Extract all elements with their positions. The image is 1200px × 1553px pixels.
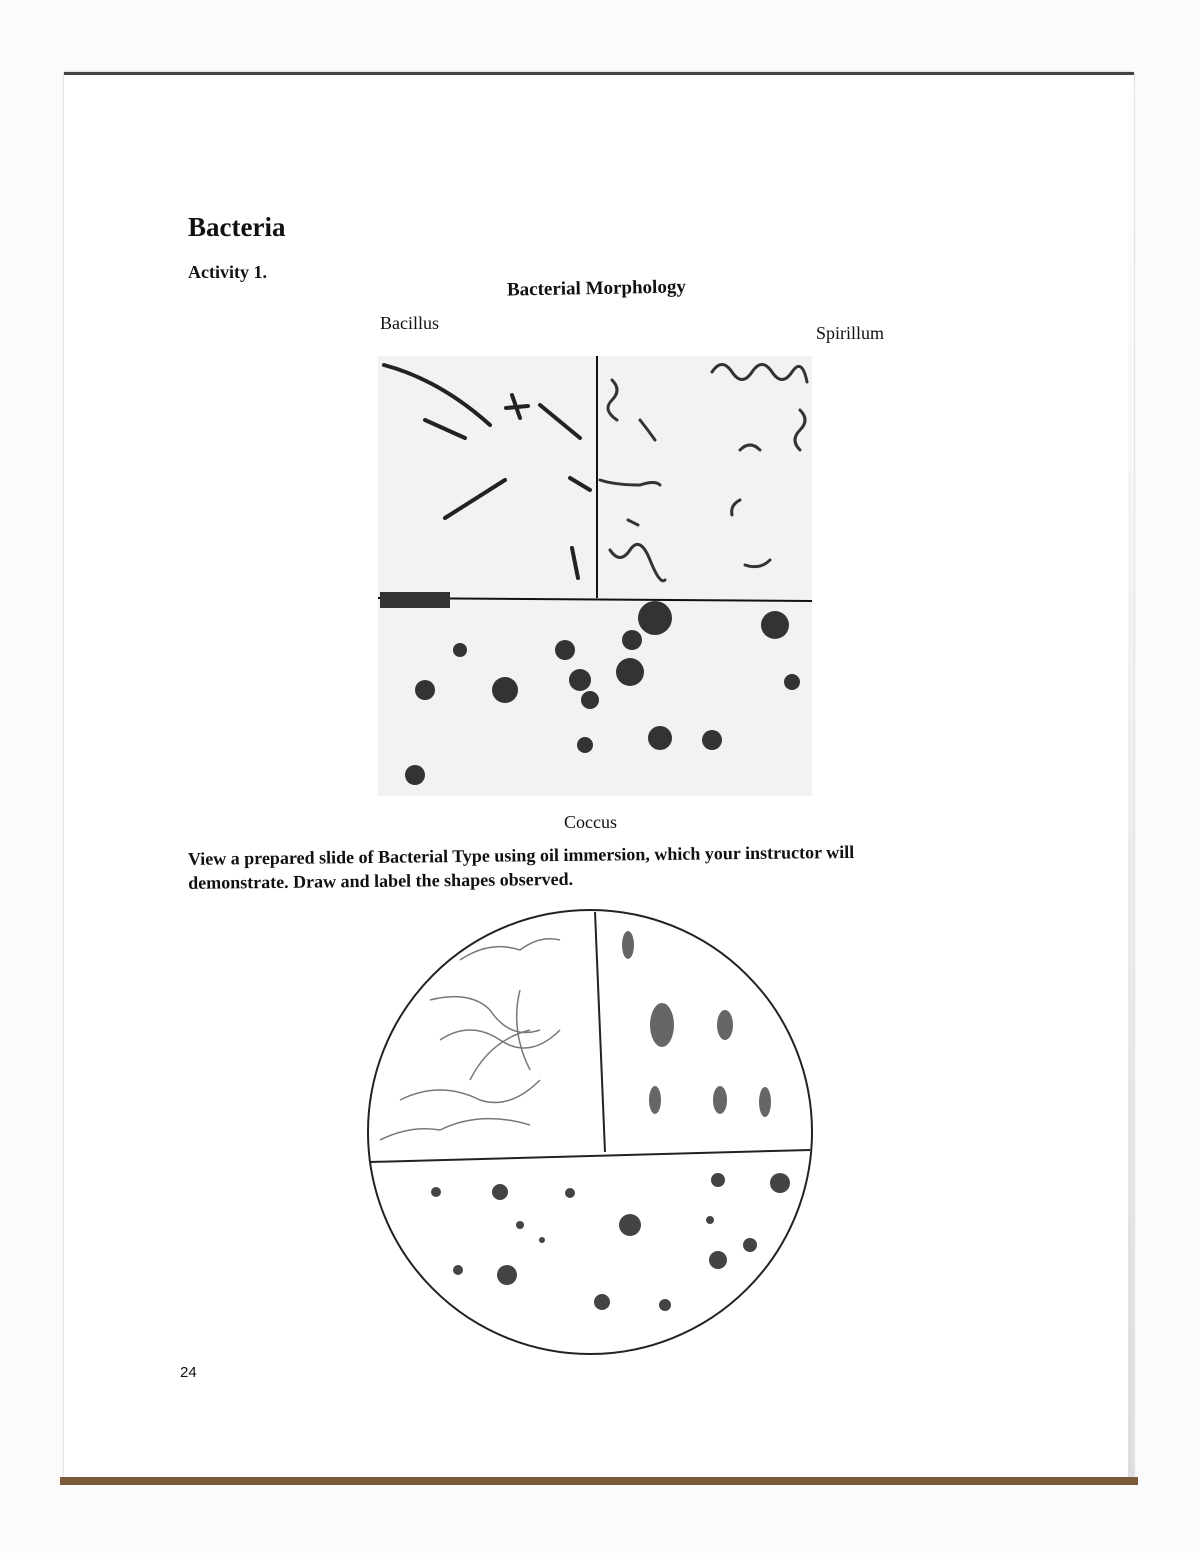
activity-heading: Activity 1. [188,262,267,282]
label-bacillus: Bacillus [380,313,439,333]
drawing-divider-vertical [595,912,605,1152]
figure-title: Bacterial Morphology [506,276,687,301]
sketch-bacillus [380,939,560,1140]
page-title: Bacteria [188,212,286,242]
sketch-coccus [431,1173,790,1311]
page-number: 24 [180,1364,197,1381]
instructions-text: View a prepared slide of Bacterial Type using oil immersion, which your instructor will demonstrate. Draw and label the shapes observed. [187,841,855,893]
sketch-spirillum [622,931,771,1117]
label-coccus: Coccus [564,812,617,832]
microscope-field-outline [368,910,812,1354]
label-spirillum: Spirillum [816,323,885,343]
drawing-divider-horizontal [370,1150,810,1162]
